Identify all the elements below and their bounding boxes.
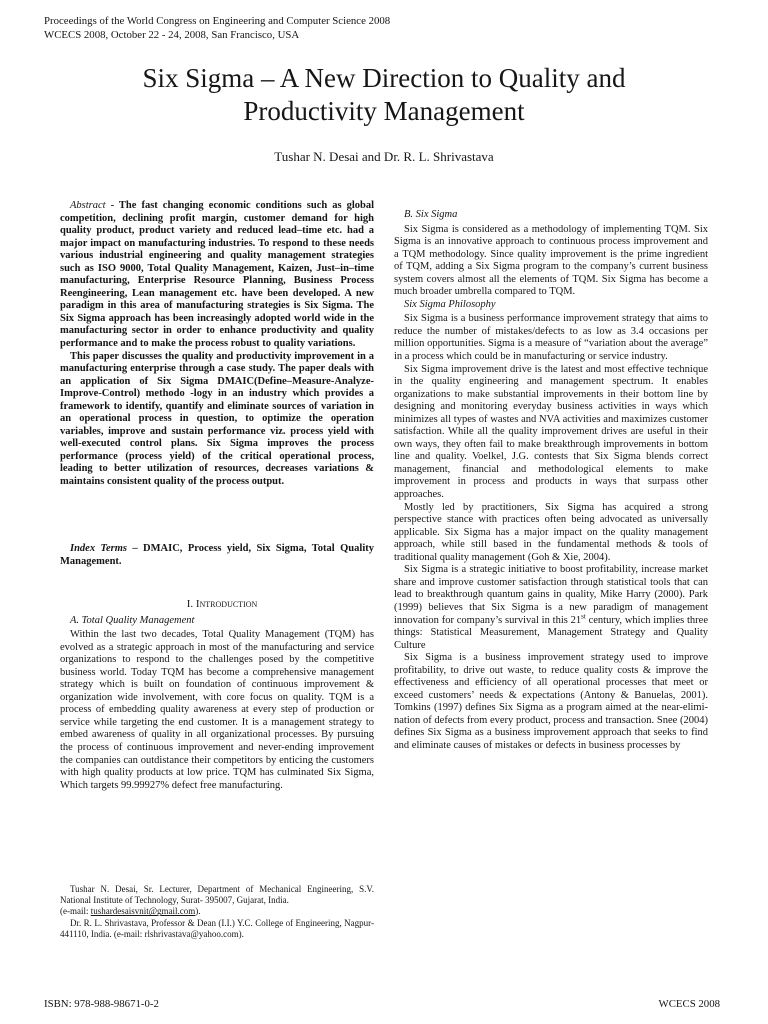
proceedings-header: [44, 14, 390, 42]
index-terms-text: – DMAIC, Process yield, Six Sigma, Total Quality Management.: [60, 543, 374, 567]
introduction-section: [60, 598, 374, 792]
footer-conference: WCECS 2008: [658, 998, 720, 1010]
six-sigma-section: [394, 209, 708, 753]
six-sigma-paragraph-5: Six Sigma is a strategic initiative to boost profitability, increase market share and improve customer satisfaction through statistical tools that can lead to breakthrough quantum gains in quality, Mike Harry (2000). Park (1999) believes that Six Sigma is a new paradigm of management innovation for company’s survival in this 21st century, which implies three things: Statistical Measurement, Management Strategy and Quality Culture: [394, 564, 708, 651]
header-line-1: Proceedings of the World Congress on Engineering and Computer Science 2008: [44, 15, 391, 27]
abstract-paragraph-1: - The fast changing economic conditions such as global competition, declining profit margin, customer demand for high quality product, product variety and reduced lead–time etc. had a major impact on manufacturing industries. To respond to these needs various industrial engineering and quality management strategies such as ISO 9000, Total Quality Management, Kaizen, Just–in–time manufacturing, Enterprise Resource Planning, Business Process Reengineering, Lean management etc. have been developed. A new paradigm in this area of manufacturing strategies is Six Sigma. The Six Sigma approach has been increasingly adopted world wide in the manufacturing sector in order to enhance productivity and quality performance and to make the process robust to quality variations.: [60, 200, 374, 350]
email-link[interactable]: tushardesaisvnit@gmail.com: [90, 906, 196, 917]
index-terms: [60, 543, 374, 568]
tqm-paragraph: Within the last two decades, Total Quality Management (TQM) has evolved as a strategic approach in most of the manufacturing and service organizations to respond to the challenges posed by the competitive business world. Today TQM has become a comprehensive management strategy which is built on foundation of continuous improvement & organization wide involvement, with core focus on quality. TQM is a process of embedding quality awareness at every step of production or service while targeting the end customer. It is a management strategy to embed awareness of quality in all organizational processes. By pursuing the process of continuous improvement and never-ending improvement the companies can outdistance their competitors by enticing the customers with high quality products at low price. TQM has culminated Six Sigma, Which targets 99.99927% defect free manufacturing.: [60, 629, 374, 791]
six-sigma-paragraph-6: Six Sigma is a business improvement strategy used to improve profitability, to drive out waste, to reduce quality costs & improve the effectiveness and efficiency of all operational processes that meet or exceed customers’ needs & expectations (Antony & Banuelas, 2001). Tomkins (1997) defines Six Sigma as a program aimed at the near-elimi-nation of defects from every product, process and transaction. Snee (2004) defines Six Sigma as a business improvement approach that seeks to find and eliminate causes of mistakes or defects in business processes by: [394, 652, 708, 751]
title-line-1: Six Sigma – A New Direction to Quality and: [142, 63, 626, 93]
abstract-paragraph-2: This paper discusses the quality and productivity improvement in a manufacturing enterprise through a case study. The paper deals with an application of Six Sigma DMAIC(Define–Measure-Analyze-Improve-Control) methodo -logy in an industry which provides a framework to identify, quantify and eliminate sources of variation in an operational process in question, to optimize the operation variables, improve and sustain performance viz. process yield with well-executed control plans. Six Sigma improves the process performance (process yield) of the critical operational process, leading to better utilization of resources, decreases variations & maintains consistent quality of the process output.: [60, 350, 374, 488]
footnote-author-1: Tushar N. Desai, Sr. Lecturer, Department of Mechanical Engineering, S.V. National Institute of Technology, Surat- 395007, Gujarat, India.: [60, 884, 374, 906]
title-line-2: Productivity Management: [243, 96, 525, 126]
footer-isbn: ISBN: 978-988-98671-0-2: [44, 998, 159, 1010]
paper-title: [0, 62, 768, 128]
subsection-heading-six-sigma: B. Six Sigma: [404, 209, 458, 220]
footnote-author-1-email: (e-mail: tushardesaisvnit@gmail.com).: [60, 906, 201, 917]
six-sigma-paragraph-3: Six Sigma improvement drive is the latest and most effective technique in the quality engineering and management spectrum. It enables organizations to make substantial improvements in their bottom line by designing and monitoring everyday business activities in ways which minimizes all types of wastes and NVA activities and maximizes customer satisfaction. While all the quality improvement drives are useful in their own ways, they often fail to make breakthrough improvements in bottom line and quality. Voelkel, J.G. contests that Six Sigma blends correct management, financial and methodological elements to make improvement in process and products in ways that surpass other approaches.: [394, 363, 708, 501]
six-sigma-paragraph-4: Mostly led by practitioners, Six Sigma has acquired a strong perspective stance with practices often being advocated as universally applicable. Six Sigma has a major impact on the quality management approach, while still based in the fundamental methods & tools of traditional quality management (Goh & Xie, 2004).: [394, 501, 708, 563]
header-line-2: WCECS 2008, October 22 - 24, 2008, San Francisco, USA: [44, 29, 300, 41]
abstract-section: [60, 200, 374, 489]
authors: Tushar N. Desai and Dr. R. L. Shrivastava: [274, 149, 494, 164]
abstract-label: Abstract: [70, 200, 106, 211]
author-footnotes: [60, 884, 374, 940]
index-terms-label: Index Terms: [70, 543, 127, 554]
section-heading-introduction: I. Introduction: [186, 598, 258, 610]
six-sigma-paragraph-2: Six Sigma is a business performance improvement strategy that aims to reduce the number of mistakes/defects to as low as 3.4 occasions per million opportunities. Sigma is a measure of “variation about the average” in a process which could be in manufacturing or service industry.: [394, 313, 708, 363]
six-sigma-philosophy-heading: Six Sigma Philosophy: [404, 298, 496, 310]
subsection-heading-tqm: A. Total Quality Management: [70, 614, 195, 626]
six-sigma-paragraph-1: Six Sigma is considered as a methodology of implementing TQM. Six Sigma is an innovative approach to continuous process improvement and a TQM methodology. Since quality improvement is the prime ingredient of TQM, adding a Six Sigma program to the company’s current business system covers almost all the elements of TQM. Six Sigma has become a much broader umbrella compared to TQM.: [394, 223, 708, 298]
footnote-author-2: Dr. R. L. Shrivastava, Professor & Dean (I.I.) Y.C. College of Engineering, Nagpur- 441110, India. (e-mail: rlshrivastava@yahoo.com).: [60, 917, 374, 939]
